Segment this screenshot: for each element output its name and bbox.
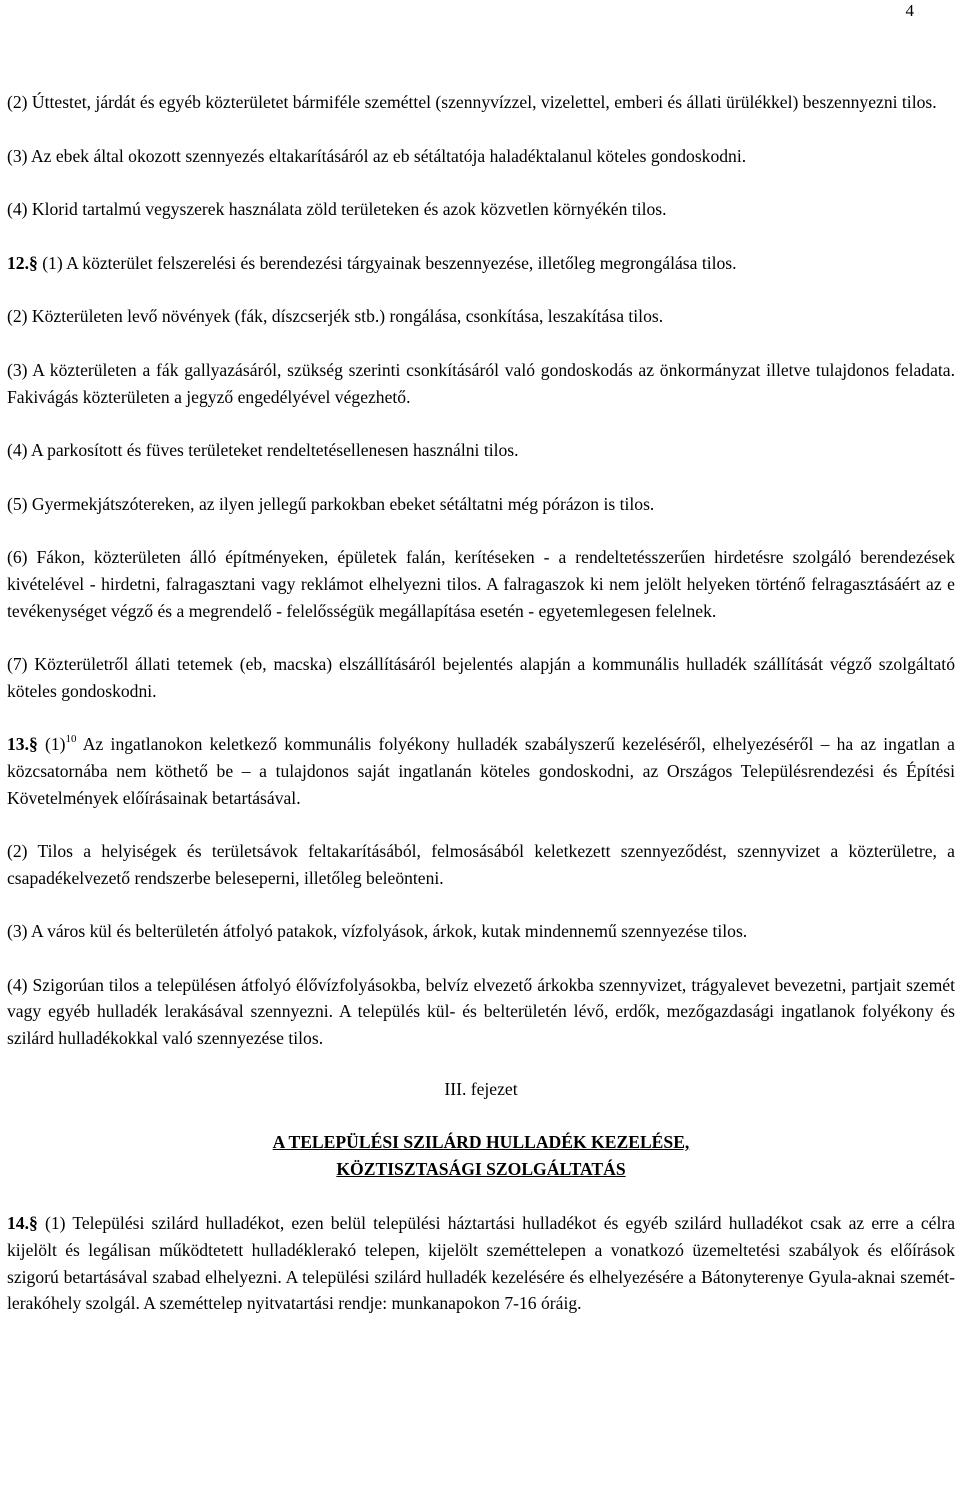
document-body (7, 89, 955, 1317)
page-number: 4 (905, 1, 914, 20)
paragraph: (6) Fákon, közterületen álló építményeken, épületek falán, kerítéseken - a rendeltetésszerűen hirdetésre szolgáló berendezések kivételével - hirdetni, falragasztani vagy reklámot elhelyezni tilos. A falragaszok ki nem jelölt helyeken történő felragasztásáért az e tevékenységet végző és a megrendelő - felelősségük megállapítása esetén - egyetemlegesen felelnek. (7, 547, 955, 621)
chapter-title-line-2: KÖZTISZTASÁGI SZOLGÁLTATÁS (336, 1158, 626, 1179)
paragraph: (4) Szigorúan tilos a településen átfolyó élővízfolyásokba, belvíz elvezető árkokba szennyvizet, trágyalevet bevezetni, partjait szemét vagy egyéb hulladék lerakásával szennyezni. A település kül- és belterületén lévő, erdők, mezőgazdasági ingatlanok folyékony és szilárd hulladékokkal való szennyezése tilos. (7, 974, 955, 1049)
section-number: 12. (7, 252, 29, 273)
paragraph: (5) Gyermekjátszótereken, az ilyen jellegű parkokban ebeket sétáltatni még pórázon is tilos. (7, 493, 655, 514)
section-text: (1) A közterület felszerelési és berendezési tárgyainak beszennyezése, illetőleg megrongálása tilos. (37, 252, 737, 273)
paragraph: (2) Közterületen levő növények (fák, díszcserjék stb.) rongálása, csonkítása, leszakítása tilos. (7, 306, 664, 327)
section-text: (1) Települési szilárd hulladékot, ezen belül települési háztartási hulladékot és egyéb szilárd hulladékot csak az erre a célra kijelölt és legálisan működtetett hulladéklerakó telepen, kijelölt szeméttelepen a vonatkozó üzemeltetési szabályok és előírások szigorú betartásával szabad elhelyezni. A települési szilárd hulladék kezelésére és elhelyezésére a Bátonyterenye Gyula-aknai szemét- (7, 1213, 955, 1287)
chapter-heading: III. fejezet (444, 1078, 518, 1099)
paragraph: (4) A parkosított és füves területeket rendeltetésellenesen használni tilos. (7, 440, 519, 461)
section-14-continuation: lerakóhely szolgál. A szeméttelep nyitvatartási rendje: munkanapokon 7-16 óráig. (7, 1293, 582, 1314)
section-13 (7, 731, 955, 811)
section-12 (7, 250, 955, 277)
section-text: Az ingatlanokon keletkező kommunális folyékony hulladék szabályszerű kezeléséről, elhelyezéséről ‒ ha az ingatlan a közcsatornába nem köthető be ‒ a tulajdonos saját ingatlanán köteles gondoskodni, az Országos Településrendezési és Építési Követelmények előírásainak betartásával. (7, 734, 955, 808)
paragraph: (3) Az ebek által okozott szennyezés eltakarításáról az eb sétáltatója haladéktalanul köteles gondoskodni. (7, 145, 747, 166)
footnote-ref: 10 (65, 733, 77, 746)
subsection-label: (1) (37, 734, 66, 755)
paragraph: (3) A város kül és belterületén átfolyó patakok, vízfolyások, árkok, kutak mindennemű szennyezése tilos. (7, 921, 748, 942)
paragraph: (7) Közterületről állati tetemek (eb, macska) elszállításáról bejelentés alapján a kommunális hulladék szállítását végző szolgáltató köteles gondoskodni. (7, 654, 955, 701)
chapter-title-line-1: A TELEPÜLÉSI SZILÁRD HULLADÉK KEZELÉSE, (272, 1132, 690, 1153)
section-sign: § (29, 1213, 38, 1234)
paragraph: (2) Úttestet, járdát és egyéb közterületet bármiféle szeméttel (szennyvízzel, vizelettel, emberi és állati ürülékkel) beszennyezni tilos. (7, 92, 937, 112)
section-sign: § (29, 252, 38, 273)
section-14 (7, 1210, 955, 1290)
section-sign: § (29, 734, 38, 755)
paragraph: (3) A közterületen a fák gallyazásáról, szükség szerinti csonkításáról való gondoskodás az önkormányzat illetve tulajdonos feladata. Fakivágás közterületen a jegyző engedélyével végezhető. (7, 359, 955, 407)
section-number: 14. (7, 1213, 29, 1234)
section-number: 13. (7, 734, 29, 755)
paragraph: (4) Klorid tartalmú vegyszerek használata zöld területeken és azok közvetlen környékén tilos. (7, 199, 667, 220)
paragraph: (2) Tilos a helyiségek és területsávok feltakarításából, felmosásából keletkezett szennyeződést, szennyvizet a közterületre, a csapadékelvezető rendszerbe beleseperni, illetőleg beleönteni. (7, 841, 955, 888)
